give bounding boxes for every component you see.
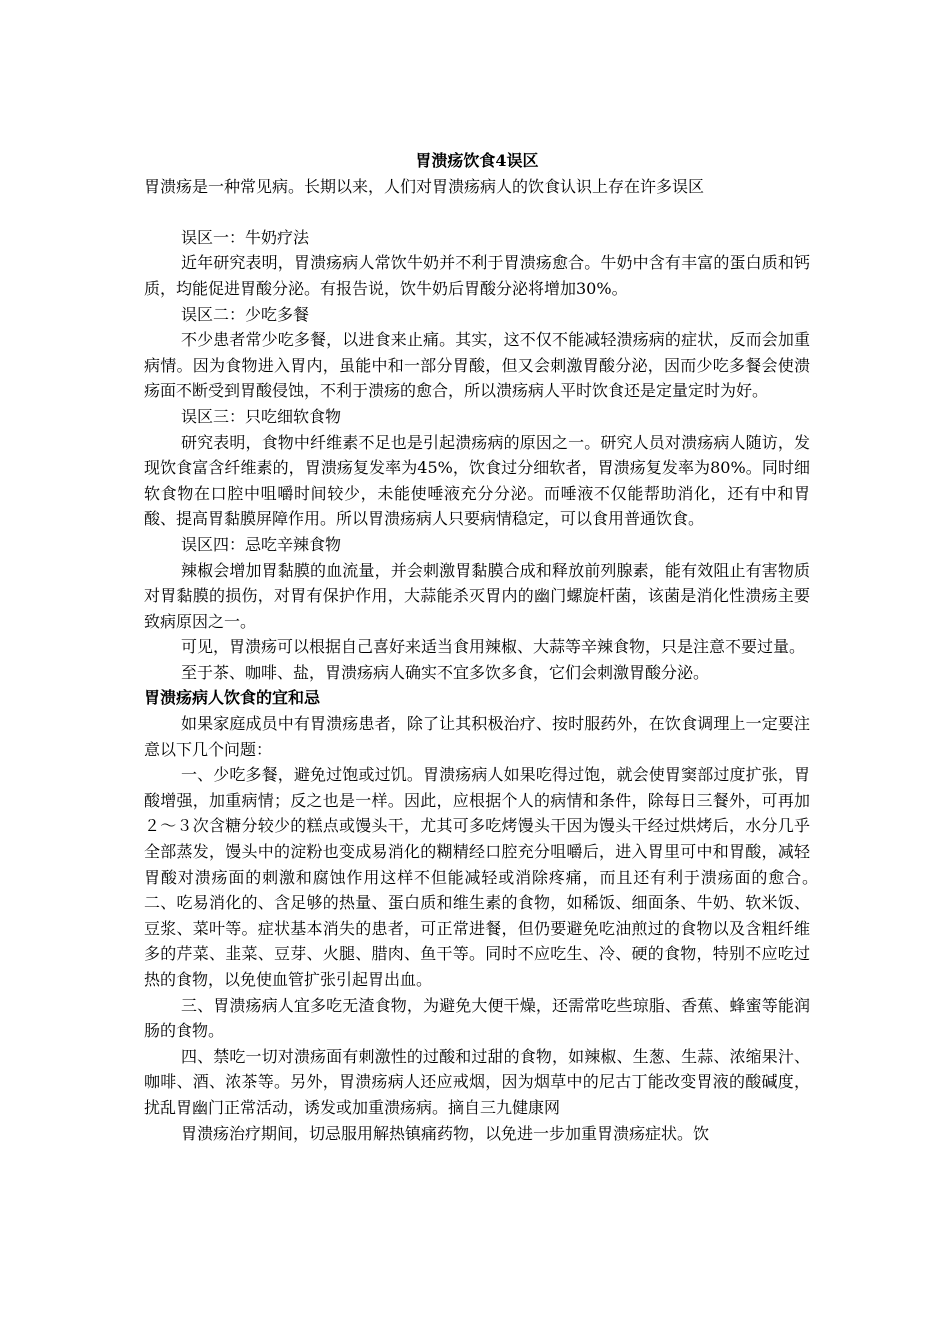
myth4-note2: 至于茶、咖啡、盐，胃溃疡病人确实不宜多饮多食，它们会刺激胃酸分泌。 [181, 662, 710, 682]
myth4-note: 可见，胃溃疡可以根据自己喜好来适当食用辣椒、大蒜等辛辣食物，只是注意不要过量。 [181, 637, 806, 657]
myth1-heading: 误区一：牛奶疗法 [181, 227, 310, 247]
blank-line [144, 199, 810, 225]
section2-title: 胃溃疡病人饮食的宜和忌 [144, 688, 321, 708]
myth3-heading: 误区三：只吃细软食物 [181, 406, 342, 426]
intro-paragraph: 胃溃疡是一种常见病。长期以来，人们对胃溃疡病人的饮食认识上存在许多误区 [144, 176, 705, 196]
myth3-body: 研究表明，食物中纤维素不足也是引起溃疡病的原因之一。研究人员对溃疡病人随访，发现饮食富含纤维素的，胃溃疡复发率为45%，饮食过分细软者，胃溃疡复发率为80%。同时细软食物在口腔中咀嚼时间较少，未能使唾液充分分泌。而唾液不仅能帮助消化，还有中和胃酸、提高胃黏膜屏障作用。所以胃溃疡病人只要病情稳定，可以食用普通饮食。 [144, 432, 810, 529]
myth2-heading: 误区二：少吃多餐 [181, 304, 310, 324]
rule1-paragraph: 一、少吃多餐，避免过饱或过饥。胃溃疡病人如果吃得过饱，就会使胃窦部过度扩张，胃酸增强，加重病情；反之也是一样。因此，应根据个人的病情和条件，除每日三餐外，可再加２～３次含糖分较少的糕点或馒头干，尤其可多吃烤馒头干因为馒头干经过烘烤后，水分几乎全部蒸发，馒头中的淀粉也变成易消化的糊精经口腔充分咀嚼后，进入胃里可中和胃酸，减轻胃酸对溃疡面的刺激和腐蚀作用这样不但能减轻或消除疼痛，而且还有利于溃疡面的愈合。 二、吃易消化的、含足够的热量、蛋白质和维生素的食物，如稀饭、细面条、牛奶、软米饭、豆浆、菜叶等。症状基本消失的患者，可正常进餐，但仍要避免吃油煎过的食物以及含粗纤维多的芹菜、韭菜、豆芽、火腿、腊肉、鱼干等。同时不应吃生、冷、硬的食物，特别不应吃过热的食物，以免使血管扩张引起胃出血。 [144, 765, 843, 989]
myth2-body: 不少患者常少吃多餐，以进食来止痛。其实，这不仅不能减轻溃疡病的症状，反而会加重病情。因为食物进入胃内，虽能中和一部分胃酸，但又会刺激胃酸分泌，因而少吃多餐会使溃疡面不断受到胃酸侵蚀，不利于溃疡的愈合，所以溃疡病人平时饮食还是定量定时为好。 [144, 330, 810, 401]
document-page [144, 148, 843, 1146]
myth1-body: 近年研究表明，胃溃疡病人常饮牛奶并不利于胃溃疡愈合。牛奶中含有丰富的蛋白质和钙质，均能促进胃酸分泌。有报告说，饮牛奶后胃酸分泌将增加30%。 [144, 253, 810, 298]
rule3-paragraph: 三、胃溃疡病人宜多吃无渣食物，为避免大便干燥，还需常吃些琼脂、香蕉、蜂蜜等能润肠的食物。 [144, 995, 810, 1041]
rule4-paragraph: 四、禁吃一切对溃疡面有刺激性的过酸和过甜的食物，如辣椒、生葱、生蒜、浓缩果汁、咖啡、酒、浓茶等。另外，胃溃疡病人还应戒烟，因为烟草中的尼古丁能改变胃液的酸碱度，扰乱胃幽门正常活动，诱发或加重溃疡病。摘自三九健康网 [144, 1046, 810, 1117]
myth4-body: 辣椒会增加胃黏膜的血流量，并会刺激胃黏膜合成和释放前列腺素，能有效阻止有害物质对胃黏膜的损伤，对胃有保护作用，大蒜能杀灭胃内的幽门螺旋杆菌，该菌是消化性溃疡主要致病原因之一。 [144, 560, 810, 631]
document-title: 胃溃疡饮食4误区 [415, 151, 539, 170]
closing-paragraph: 胃溃疡治疗期间，切忌服用解热镇痛药物，以免进一步加重胃溃疡症状。饮 [181, 1123, 710, 1143]
myth4-heading: 误区四：忌吃辛辣食物 [181, 534, 342, 554]
section2-intro: 如果家庭成员中有胃溃疡患者，除了让其积极治疗、按时服药外，在饮食调理上一定要注意以下几个问题： [144, 714, 810, 759]
